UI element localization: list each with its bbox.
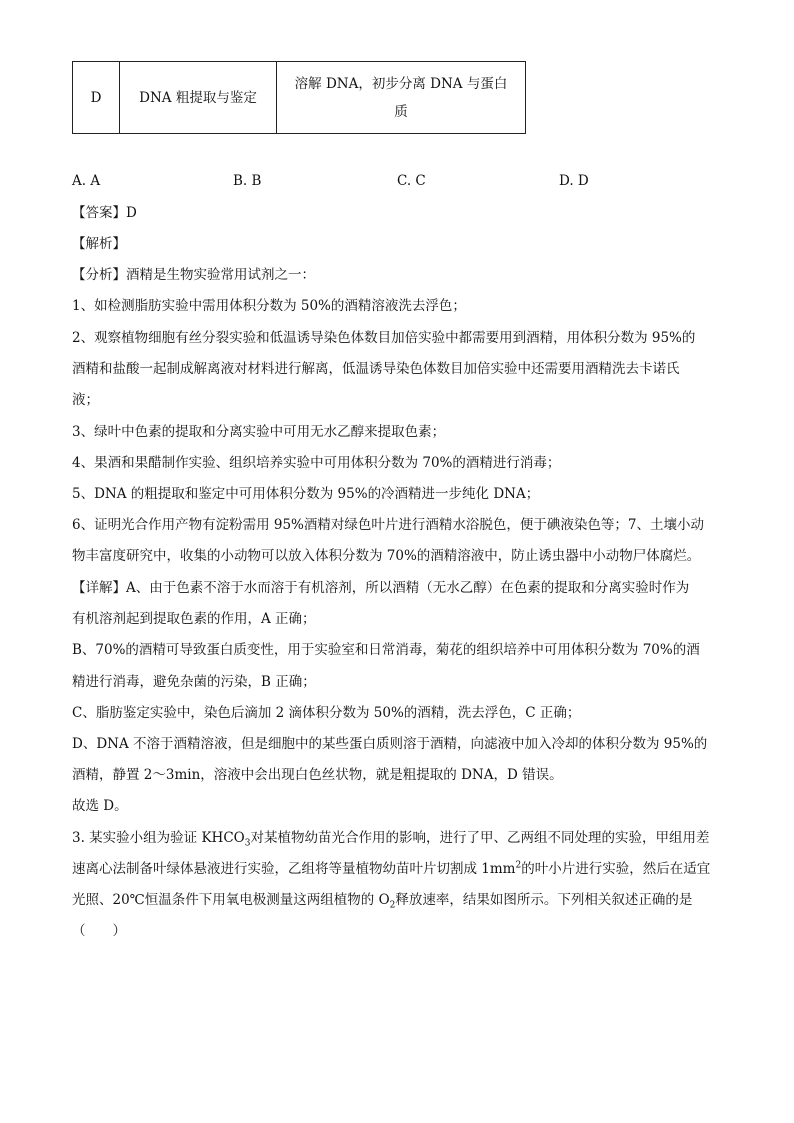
text-line: C、脂肪鉴定实验中，染色后滴加 2 滴体积分数为 50%的酒精，洗去浮色，C 正确； [72,705,581,721]
purpose-line-2: 质 [394,103,408,120]
q3-superscript: 2 [515,860,522,871]
text-line: 5、DNA 的粗提取和鉴定中可用体积分数为 95%的冷酒精进一步纯化 DNA； [72,486,540,502]
answer-choices [72,173,722,193]
text-line: 酒精，静置 2～3min，溶液中会出现白色丝状物，就是粗提取的 DNA，D 错误。 [72,767,563,783]
option-letter-cell: D [73,62,120,134]
choice-b: B. B [233,173,262,189]
answer-line [72,203,137,223]
text-line: 故选 D。 [72,798,128,814]
text-line: 物丰富度研究中，收集的小动物可以放入体积分数为 70%的酒精溶液中，防止诱虫器中小动物尸体腐烂。 [72,548,701,564]
purpose-line-1: 溶解 DNA，初步分离 DNA 与蛋白 [294,75,508,92]
text-line: 精进行消毒，避免杂菌的污染，B 正确； [72,674,316,690]
text-line: D、DNA 不溶于酒精溶液，但是细胞中的某些蛋白质则溶于酒精，向滤液中加入冷却的体积分数为 95%的 [72,736,708,752]
q3-text: 释放速率，结果如图所示。下列相关叙述正确的是 [395,892,693,908]
q3-text: 3. 某实验小组为验证 KHCO [72,830,245,846]
question-3-line-3 [72,890,692,910]
text-line: 2、观察植物细胞有丝分裂实验和低温诱导染色体数目加倍实验中都需要用到酒精，用体积分数为 95%的 [72,330,696,346]
choice-c: C. C [397,173,426,189]
text-line: B、70%的酒精可导致蛋白质变性，用于实验室和日常消毒，菊花的组织培养中可用体积分数为 70%的酒 [72,642,700,658]
text-line: 6、证明光合作用产物有淀粉需用 95%酒精对绿色叶片进行酒精水浴脱色，便于碘液染色等；7、土壤小动 [72,517,704,533]
text-line: 酒精和盐酸一起制成解离液对材料进行解离，低温诱导染色体数目加倍实验中还需要用酒精洗去卡诺氏 [72,361,680,377]
answer-value: D [126,205,137,221]
question-3-line-2 [72,859,710,879]
q3-text: 的叶小片进行实验，然后在适宜 [521,861,711,877]
text-line: 【详解】A、由于色素不溶于水而溶于有机溶剂，所以酒精（无水乙醇）在色素的提取和分离实验时作为 [72,580,690,596]
text-line: 有机溶剂起到提取色素的作用，A 正确； [72,611,316,627]
q3-text: 速离心法制备叶绿体悬液进行实验，乙组将等量植物幼苗叶片切割成 1mm [72,861,516,877]
question-3-line-4: （ ） [72,923,126,939]
q3-text: 光照、20℃恒温条件下用氧电极测量这两组植物的 O [72,892,390,908]
option-table [72,61,526,134]
analysis-label: 【解析】 [72,236,126,252]
choice-a: A. A [72,173,101,189]
text-line: 3、绿叶中色素的提取和分离实验中可用无水乙醇来提取色素； [72,424,446,440]
table-row [73,62,526,134]
q3-subscript: 2 [389,900,396,911]
text-line: 4、果酒和果醋制作实验、组织培养实验中可用体积分数为 70%的酒精进行消毒； [72,455,561,471]
q3-text: 对某植物幼苗光合作用的影响，进行了甲、乙两组不同处理的实验，甲组用差 [250,830,710,846]
q3-subscript: 3 [244,838,251,849]
text-line: 【分析】酒精是生物实验常用试剂之一： [72,267,315,283]
experiment-purpose-cell [277,62,526,134]
question-3-line-1 [72,828,709,848]
text-line: 1、如检测脂肪实验中需用体积分数为 50%的酒精溶液洗去浮色； [72,298,466,314]
answer-label: 【答案】 [72,205,126,221]
text-line: 液； [72,392,99,408]
experiment-name-cell: DNA 粗提取与鉴定 [120,62,277,134]
choice-d: D. D [559,173,589,189]
